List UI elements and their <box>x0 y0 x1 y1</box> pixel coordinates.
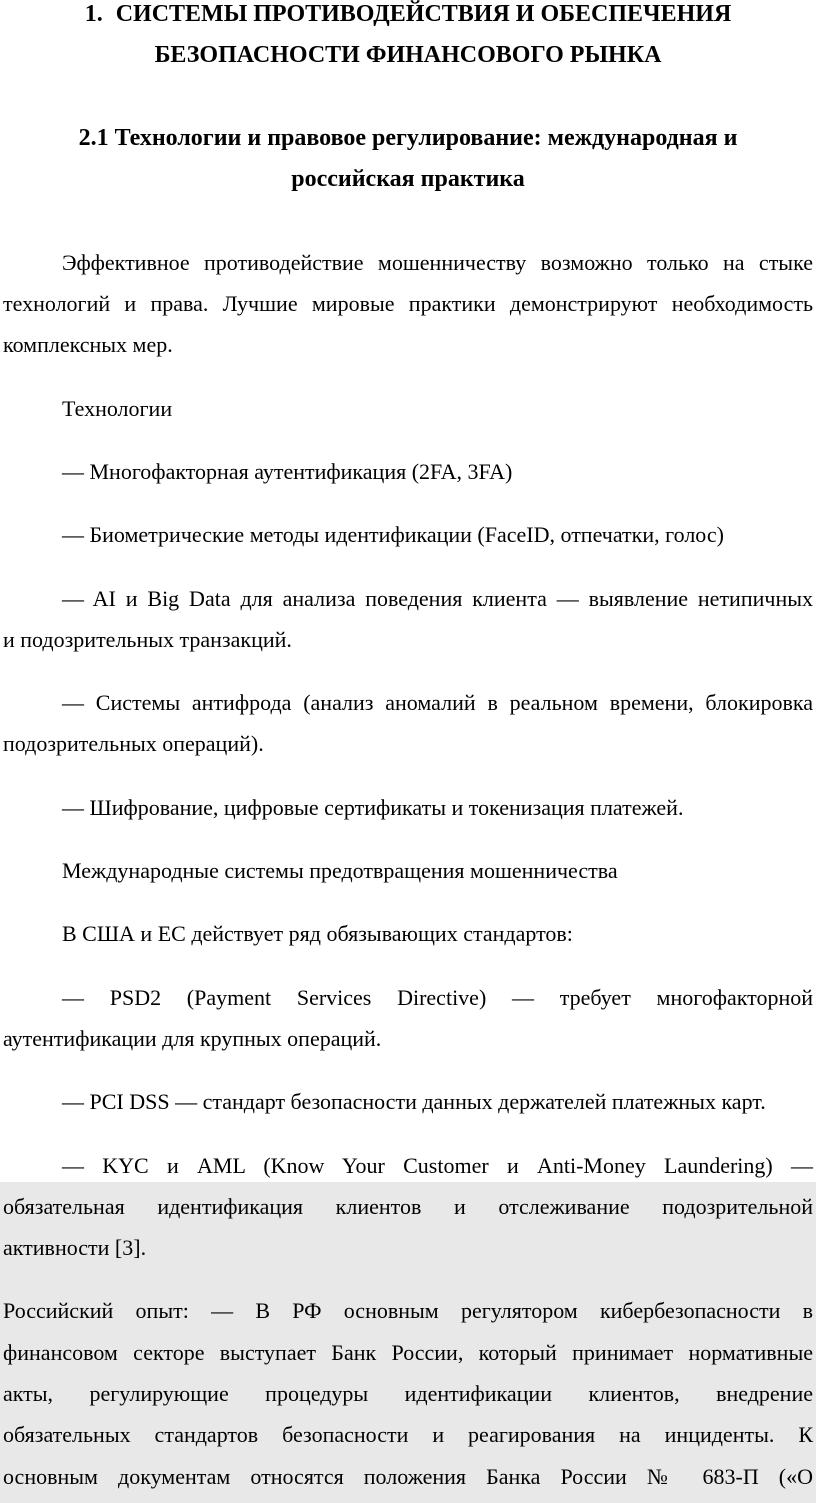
text-line: — Системы антифрода (анализ аномалий в реальном времени, блокировка <box>62 690 813 716</box>
body-text <box>3 242 813 1497</box>
text-line: В США и ЕС действует ряд обязывающих стандартов: <box>62 921 573 947</box>
spacer <box>3 77 813 118</box>
section-heading-line-1: 2.1 Технологии и правовое регулирование: международная и <box>78 124 738 151</box>
text-line: Российский опыт: — В РФ основным регулятором кибербезопасности в <box>3 1298 813 1324</box>
section-heading <box>3 118 813 201</box>
text-line: — PSD2 (Payment Services Directive) — требует многофакторной <box>62 984 813 1010</box>
text-line: Международные системы предотвращения мошенничества <box>62 858 618 884</box>
chapter-number: 1. <box>84 1 103 27</box>
text-line: технологий и права. Лучшие мировые практики демонстрируют необходимость <box>3 291 813 317</box>
text-line: обязательных стандартов безопасности и реагирования на инциденты. К <box>3 1422 813 1448</box>
chapter-heading-text: СИСТЕМЫ ПРОТИВОДЕЙСТВИЯ И ОБЕСПЕЧЕНИЯ <box>115 1 732 27</box>
text-line: — Биометрические методы идентификации (FaceID, отпечатки, голос) <box>62 522 724 548</box>
spacer <box>3 200 813 241</box>
text-line: Эффективное противодействие мошенничеству возможно только на стыке <box>62 249 813 275</box>
text-line: — PCI DSS — стандарт безопасности данных держателей платежных карт. <box>62 1089 766 1115</box>
chapter-heading-line-1 <box>3 0 813 35</box>
text-line: — AI и Big Data для анализа поведения клиента — выявление нетипичных <box>62 585 813 611</box>
text-line: основным документам относятся положения Банка России № 683-П («О <box>3 1463 813 1489</box>
text-line: — KYC и AML (Know Your Customer и Anti-Money Laundering) — <box>62 1152 813 1178</box>
text-line: — Многофакторная аутентификация (2FA, 3FA) <box>62 458 513 484</box>
text-line: акты, регулирующие процедуры идентификации клиентов, внедрение <box>3 1381 813 1407</box>
text-line: комплексных мер. <box>3 332 173 358</box>
document-content <box>3 0 813 1497</box>
text-line: Технологии <box>62 395 173 421</box>
chapter-heading-line-2: БЕЗОПАСНОСТИ ФИНАНСОВОГО РЫНКА <box>154 42 662 69</box>
text-line: аутентификации для крупных операций. <box>3 1025 382 1051</box>
section-heading-line-2: российская практика <box>291 166 525 193</box>
text-line: финансовом секторе выступает Банк России, который принимает нормативные <box>3 1339 813 1365</box>
text-line: — Шифрование, цифровые сертификаты и токенизация платежей. <box>62 794 684 820</box>
text-line: активности [3]. <box>3 1235 147 1261</box>
chapter-heading <box>3 0 813 77</box>
text-line: обязательная идентификация клиентов и отслеживание подозрительной <box>3 1193 813 1219</box>
text-line: и подозрительных транзакций. <box>3 626 292 652</box>
text-line: подозрительных операций). <box>3 731 264 757</box>
